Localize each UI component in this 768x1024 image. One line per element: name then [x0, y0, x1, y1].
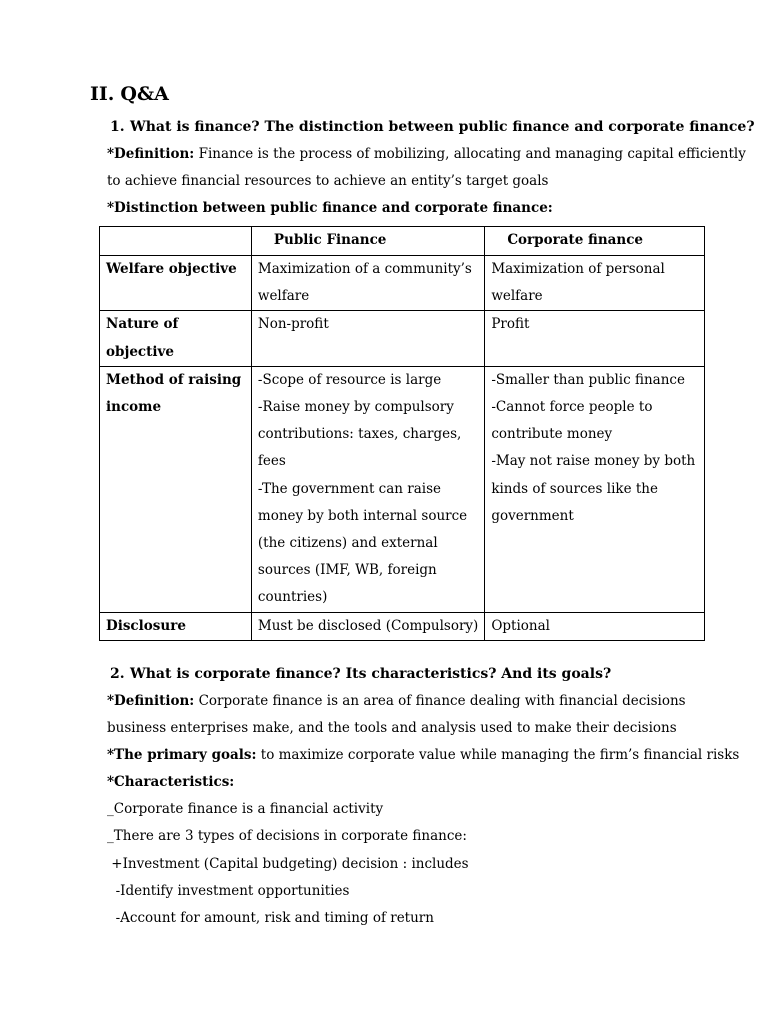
cell-line: welfare [491, 288, 543, 305]
q1-definition-line-2: to achieve financial resources to achieve an entity’s target goals [107, 173, 549, 189]
q2-line-3: +Investment (Capital budgeting) decision : includes [107, 856, 469, 872]
q2-goals [107, 742, 739, 769]
cell-nature-corporate [485, 311, 705, 366]
q1-distinction-label-text: *Distinction between public finance and corporate finance: [107, 200, 553, 216]
cell-welfare-public [251, 256, 484, 311]
cell-line: Method of raising [106, 371, 242, 388]
q1-definition-text-1: Finance is the process of mobilizing, allocating and managing capital efficiently [194, 146, 746, 162]
cell-line: money by both internal source [257, 507, 468, 524]
cell-line: Profit [491, 316, 530, 333]
cell-line: (the citizens) and external [257, 535, 438, 552]
table-row-disclosure [100, 612, 705, 640]
cell-line: government [491, 507, 574, 524]
cell-line: kinds of sources like the [491, 480, 658, 497]
row-label-nature: Nature of objective [100, 311, 252, 366]
q2-characteristics-label [107, 769, 234, 796]
q2-line-4: -Identify investment opportunities [107, 883, 350, 899]
table-row-welfare [100, 256, 705, 311]
table-header-public-text: Public Finance [273, 232, 387, 248]
q1-definition-label: *Definition: [107, 146, 195, 162]
cell-line: Maximization of a community’s [257, 261, 472, 277]
section-number: II. [90, 83, 115, 105]
q2-characteristics-label-text: *Characteristics: [107, 774, 235, 790]
cell-line: -Scope of resource is large [257, 371, 442, 388]
question-1-number: 1. [110, 119, 125, 135]
table-header-corporate-text: Corporate finance [507, 232, 644, 248]
q2-goals-label: *The primary goals: [107, 747, 257, 763]
question-2-text: What is corporate finance? Its characteristics? And its goals? [130, 666, 612, 682]
q2-line-5: -Account for amount, risk and timing of return [107, 910, 434, 926]
question-2 [110, 664, 611, 684]
cell-line: -The government can raise [257, 480, 442, 497]
cell-line: sources (IMF, WB, foreign [257, 562, 437, 579]
table-row-method [100, 366, 705, 612]
cell-line: fees [257, 453, 286, 470]
cell-disclosure-public [251, 612, 484, 640]
q2-definition-line-2: business enterprises make, and the tools and analysis used to make their decisions [107, 720, 677, 736]
cell-line: -Raise money by compulsory [257, 399, 454, 416]
table-header-empty [100, 227, 252, 256]
table-header-corporate [485, 227, 705, 256]
cell-line: Non-profit [257, 316, 329, 333]
q1-distinction-label [107, 195, 553, 222]
cell-method-public [251, 366, 484, 612]
cell-line: Optional [491, 617, 550, 634]
section-heading [90, 82, 169, 106]
row-label-welfare: Welfare objective [100, 256, 252, 311]
table-row-nature [100, 311, 705, 366]
q2-definition-text-1: Corporate finance is an area of finance dealing with financial decisions [194, 693, 686, 709]
cell-line: -Cannot force people to [491, 399, 653, 416]
cell-line: income [106, 399, 162, 416]
section-title-text: Q&A [120, 83, 169, 105]
cell-disclosure-corporate [485, 612, 705, 640]
cell-line: Must be disclosed (Compulsory) [257, 617, 479, 634]
q1-definition-line-1 [107, 141, 746, 168]
table-header-public [251, 227, 484, 256]
q2-line-2: _There are 3 types of decisions in corporate finance: [107, 828, 467, 844]
q2-definition-line-1 [107, 688, 686, 715]
comparison-table [99, 226, 705, 641]
cell-welfare-corporate [485, 256, 705, 311]
cell-line: -Smaller than public finance [491, 371, 685, 388]
table-header-row [100, 227, 705, 256]
row-label-method [100, 366, 252, 612]
cell-line: countries) [257, 589, 328, 606]
cell-line: welfare [257, 288, 310, 305]
cell-line: contributions: taxes, charges, [257, 426, 462, 443]
cell-line: -May not raise money by both [491, 453, 696, 470]
question-1 [110, 117, 755, 137]
q2-line-1: _Corporate finance is a financial activity [107, 801, 384, 817]
cell-line: Maximization of personal [491, 261, 665, 277]
cell-line: contribute money [491, 426, 613, 443]
cell-method-corporate [485, 366, 705, 612]
question-1-text: What is finance? The distinction between public finance and corporate finance? [130, 119, 755, 135]
row-label-disclosure: Disclosure [100, 612, 252, 640]
q2-definition-label: *Definition: [107, 693, 195, 709]
q2-goals-text: to maximize corporate value while managing the firm’s financial risks [256, 747, 740, 763]
question-2-number: 2. [110, 666, 125, 682]
cell-nature-public [251, 311, 484, 366]
